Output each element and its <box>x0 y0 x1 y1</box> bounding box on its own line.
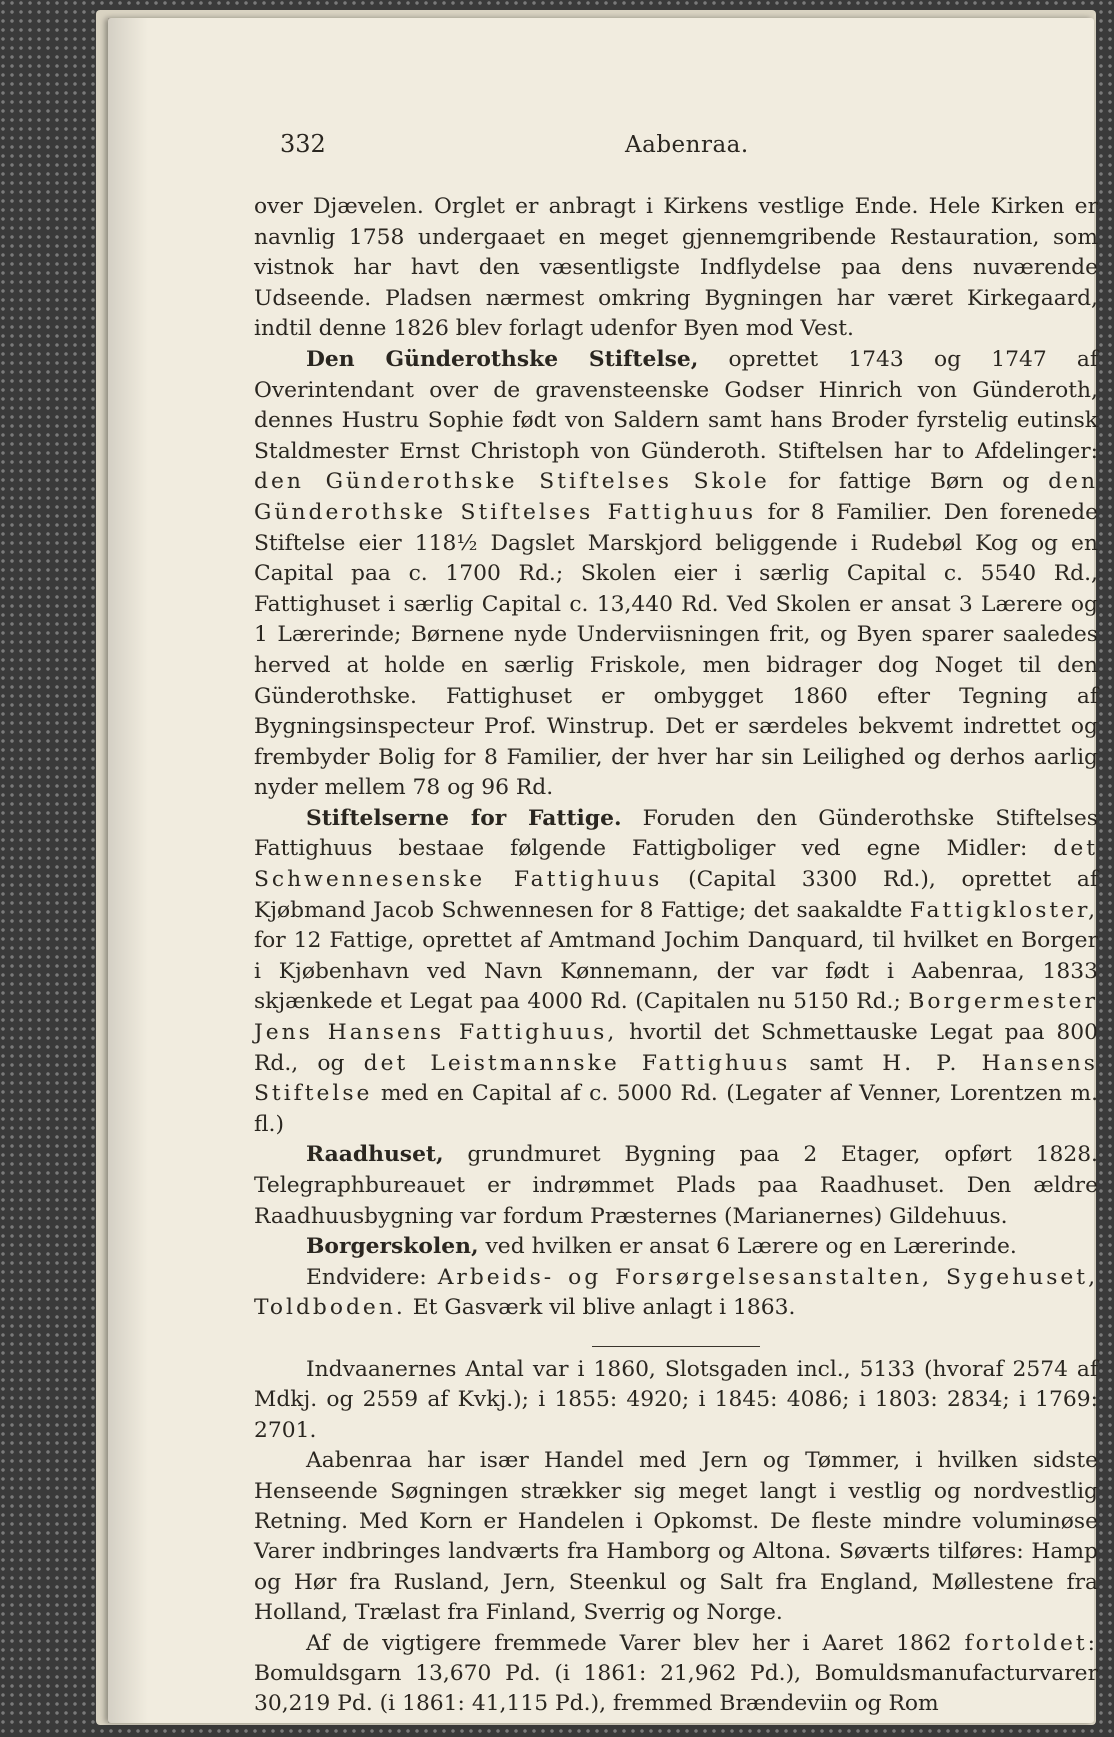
heading-poor-houses: Stiftelserne for Fattige. <box>306 805 622 831</box>
paragraph-imports: Af de vigtigere fremmede Varer blev her i Aaret 1862 fortoldet: Bomuldsgarn 13,670 Pd. (i 1861: 21,962 Pd.), Bomuldsmanufacturvarer 30,219 Pd. (i 1861: 41,115 Pd.), fremmed Brændeviin og Rom <box>254 1630 1098 1717</box>
paragraph-population: Indvaanernes Antal var i 1860, Slotsgaden incl., 5133 (hvoraf 2574 af Mdkj. og 2559 af Kvkj.); i 1855: 4920; i 1845: 4086; i 1803: 2834; i 1769: 2701. <box>254 1356 1098 1443</box>
page-header <box>280 130 1050 170</box>
paragraph-further: Endvidere: Arbeids- og Forsørgelsesanstalten, Sygehuset, Toldboden. Et Gasværk vil blive anlagt i 1863. <box>254 1264 1098 1321</box>
running-title: Aabenraa. <box>625 132 749 158</box>
heading-gunderoth: Den Günderothske Stiftelse, <box>306 346 699 372</box>
body-text <box>254 192 1098 1720</box>
statistics-section <box>254 1355 1098 1720</box>
heading-school: Borgerskolen, <box>306 1234 479 1260</box>
paragraph-gunderoth: Den Günderothske Stiftelse, oprettet 1743 og 1747 af Overintendant over de gravensteenske Godser Hinrich von Günderoth, dennes Hustru Sophie født von Saldern samt hans Broder fyrstelig eutinsk Staldmester Ernst Christoph von Günderoth. Stiftelsen har to Afdelinger: den Günderothske Stiftelses Skole for fattige Børn og den Günderothske Stiftelses Fattighuus for 8 Familier. Den forenede Stiftelse eier 118½ Dagslet Marskjord beliggende i Rudebøl Kog og en Capital paa c. 1700 Rd.; Skolen eier i særlig Capital c. 5540 Rd., Fattighuset i særlig Capital c. 13,440 Rd. Ved Skolen er ansat 3 Lærere og 1 Lærerinde; Børnene nyde Underviisningen frit, og Byen sparer saaledes herved at holde en særlig Friskole, men bidrager dog Noget til den Günderothske. Fattighuset er ombygget 1860 efter Tegning af Bygningsinspecteur Prof. Winstrup. Det er særdeles bekvemt indrettet og frembyder Bolig for 8 Familier, der hver har sin Leilighed og derhos aarlig nyder mellem 78 og 96 Rd. <box>254 346 1098 801</box>
paragraph-school: Borgerskolen, ved hvilken er ansat 6 Lærere og en Lærerinde. <box>306 1234 1017 1260</box>
paragraph-trade: Aabenraa har især Handel med Jern og Tømmer, i hvilken sidste Henseende Søgningen strækker sig meget langt i vestlig og nordvestlig Retning. Med Korn er Handelen i Opkomst. De fleste mindre voluminøse Varer indbringes landværts fra Hamborg og Altona. Søværts tilføres: Hamp og Hør fra Rusland, Jern, Steenkul og Salt fra England, Møllestene fra Holland, Trælast fra Finland, Sverrig og Norge. <box>254 1448 1098 1626</box>
paragraph-poor-houses: Stiftelserne for Fattige. Foruden den Günderothske Stiftelses Fattighuus bestaae følgende Fattigboliger ved egne Midler: det Schwennesenske Fattighuus (Capital 3300 Rd.), oprettet af Kjøbmand Jacob Schwennesen for 8 Fattige; det saakaldte Fattigkloster, for 12 Fattige, oprettet af Amtmand Jochim Danquard, til hvilket en Borger i Kjøbenhavn ved Navn Kønnemann, der var født i Aabenraa, 1833 skjænkede et Legat paa 4000 Rd. (Capitalen nu 5150 Rd.; Borgermester Jens Hansens Fattighuus, hvortil det Schmettauske Legat paa 800 Rd., og det Leistmannske Fattighuus samt H. P. Hansens Stiftelse med en Capital af c. 5000 Rd. (Legater af Venner, Lorentzen m. fl.) <box>254 805 1099 1137</box>
page-number: 332 <box>280 130 326 158</box>
heading-town-hall: Raadhuset, <box>306 1142 444 1168</box>
page-gutter-shadow <box>108 18 148 1723</box>
paragraph-church: over Djævelen. Orglet er anbragt i Kirkens vestlige Ende. Hele Kirken er navnlig 1758 undergaaet en meget gjennemgribende Restauration, som vistnok har havt den væsentligste Indflydelse paa dens nuværende Udseende. Pladsen nærmest omkring Bygningen har været Kirkegaard, indtil denne 1826 blev forlagt udenfor Byen mod Vest. <box>254 194 1098 342</box>
paragraph-town-hall: Raadhuset, grundmuret Bygning paa 2 Etager, opført 1828. Telegraphbureauet er indrømmet Plads paa Raadhuset. Den ældre Raadhuusbygning var fordum Præsternes (Marianernes) Gildehuus. <box>254 1142 1098 1229</box>
section-divider <box>592 1346 760 1347</box>
